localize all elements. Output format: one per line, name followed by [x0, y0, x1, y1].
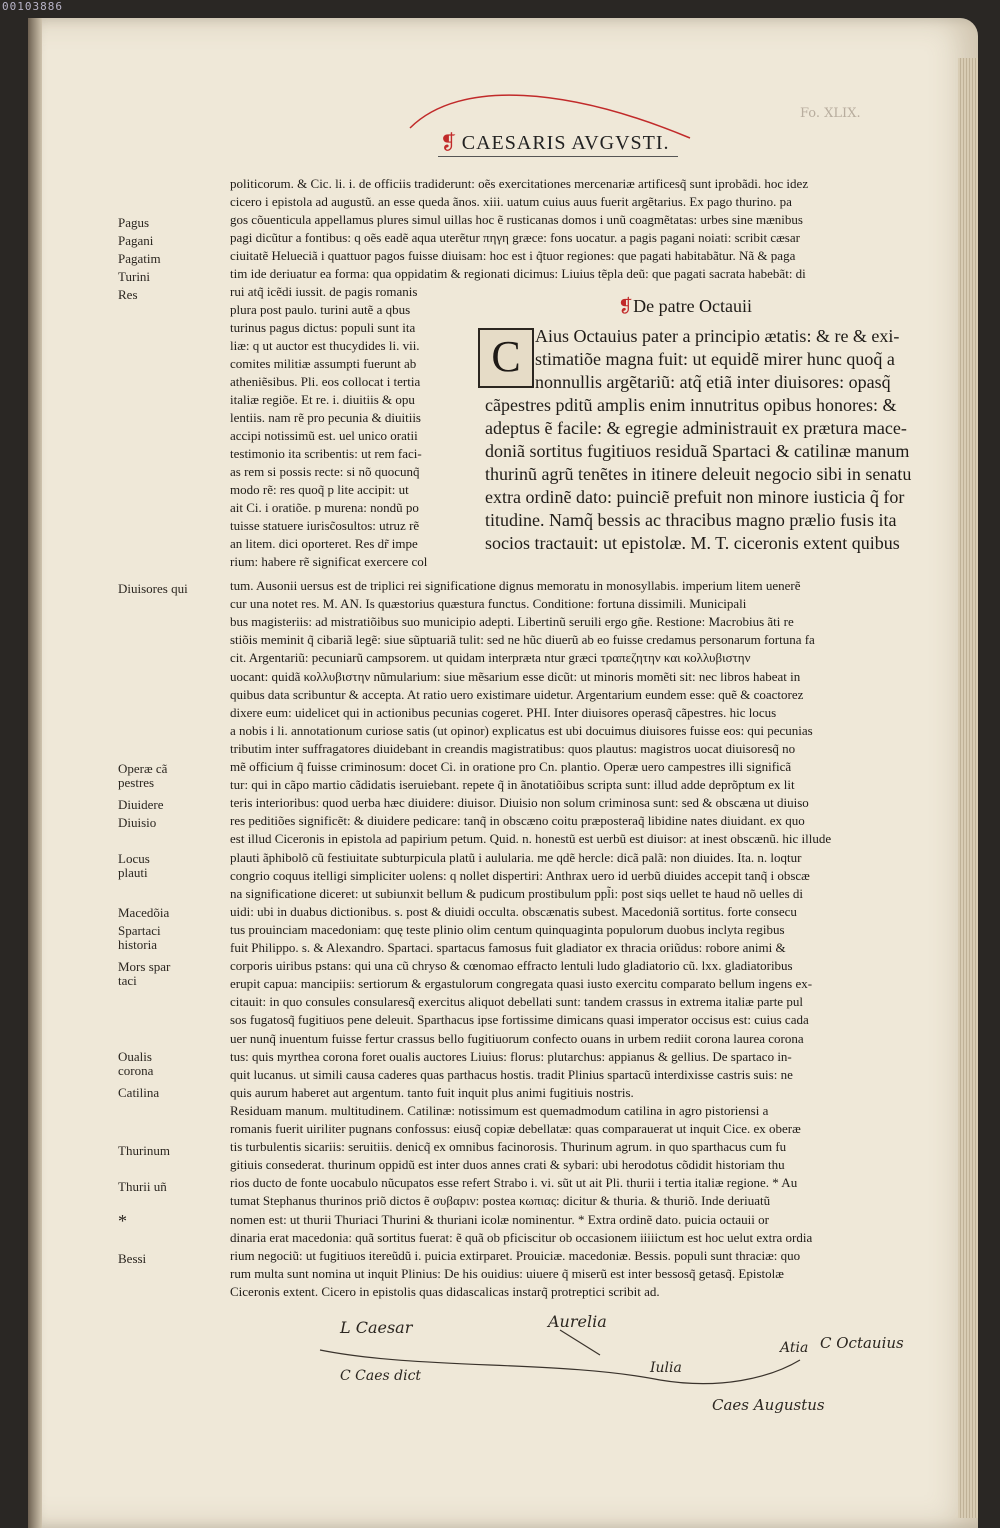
commentary-line: mẽ officium q̃ fuisse criminosum: docet Ci. in oratione pro Cn. plantio. Operæ uero campestres illi significã — [230, 759, 792, 774]
marginal-note: Spartaci historia — [118, 923, 161, 952]
commentary-line: dinaria erat macedonia: quã sortitus fuerat: ẽ quã ob pficiscitur ob occasionem iiiiictum est hoc uelut extra ordia — [230, 1229, 813, 1245]
commentary-line: tis turbulentis sicariis: seruitiis. denicq̃ ex omnibus facinorosis. Thurinum agrum. in quo sparthacus cum fu — [230, 1139, 787, 1155]
section-heading — [618, 296, 752, 317]
marginal-note: Pagus — [118, 215, 150, 230]
commentary-line: tus: quis myrthea corona foret oualis auctores Liuius: florus: plutarchus: appianus & gellius. De spartaco in- — [230, 1048, 792, 1064]
marginal-note: Turini — [118, 269, 151, 284]
commentary-line: nomen est: ut thurii Thuriaci Thurini & thuriani icolæ nominentur. * Extra ordinẽ dato. puicia octauii or — [230, 1211, 769, 1227]
text-line: liæ: q ut auctor est thucydides li. vii. — [230, 338, 420, 353]
commentary-line: congrio coquus itelligi simpliciter uolens: q nollet dispertiri: Anthrax uero id uerbũ diuides accepit tanq̃ i obscæ — [230, 867, 810, 883]
handwritten-name: L Caesar — [340, 1318, 413, 1337]
marginal-note: Bessi — [118, 1251, 147, 1266]
text-line: rium: habere rẽ significat exercere col — [230, 554, 428, 569]
marginal-note: Locus plauti — [118, 851, 150, 880]
folio-number: Fo. XLIX. — [800, 106, 861, 121]
commentary-line: rios ducto de fonte uocabulo nũcupatos esse refert Strabo i. vi. sũt ut ait Pli. thurii i tertia italiæ regione. * Au — [230, 1175, 798, 1191]
commentary-line: erupit capua: mancipiis: sertiorum & ergastulorum congregata quasi iusto exercitu comparato bellum ingens ex- — [230, 976, 813, 992]
page-gutter — [28, 18, 42, 1528]
text-line: accipi notissimũ est. uel unico oratii — [230, 428, 418, 443]
commentary-line: cit. Argentariũ: pecuniarũ campsorem. ut quidam interpræta ntur græci τραπεζητην και κολλυβιστην — [230, 650, 751, 666]
text-line: lentiis. nam rẽ pro pecunia & diuitiis — [230, 410, 421, 425]
commentary-line: gitiuis consederat. thurinum oppidũ est inter duos annes crati & sybari: ubi herodotus cõdidit historiam thu — [230, 1157, 785, 1173]
marginal-note: Oualis corona — [118, 1049, 154, 1078]
marginal-note: Mors spar taci — [118, 959, 171, 988]
main-text-line: stimatiõe magna fuit: ut equidẽ mirer hunc quoq̃ a — [535, 349, 895, 369]
handwritten-name: Aurelia — [548, 1312, 607, 1331]
marginal-note: Diuisio — [118, 815, 157, 830]
marginal-note: Pagani — [118, 233, 154, 248]
text-line: ait Ci. i oratiõe. p murena: nondũ po — [230, 500, 419, 515]
text-line: politicorum. & Cic. li. i. de officiis tradiderunt: oẽs exercitationes mercenariæ artificesq̃ sunt iprobãdi. hoc idez — [230, 176, 809, 191]
header-rule — [438, 156, 678, 157]
marginal-note: Catilina — [118, 1085, 160, 1100]
main-text-line: extra ordinẽ dato: puinciẽ prefuit non minore iusticia q̃ for — [485, 487, 905, 507]
commentary-line: rum multa sunt nomina ut inquit Plinius: De his ouidius: uiuere q̃ miserũ est inter bessosq̃ getasq̃. Epistolæ — [230, 1265, 784, 1281]
commentary-line: tus prouinciam macedoniam: quę teste plinio olim centum quinquaginta populorum duobus inclyta regibus — [230, 921, 785, 937]
main-text-line: doniã sortitus fugitiuos residuã Spartaci & catilinæ manum — [485, 441, 910, 461]
commentary-line: tumat Stephanus thurinos priõ dictos ẽ συβαριν: postea κωπιας: dicitur & thuria. & thuriõ. Inde deriuatũ — [230, 1193, 771, 1209]
marginal-note: Thurinum — [118, 1143, 170, 1158]
commentary-line: rium negociũ: ut fugitiuos itereũdũ i. puicia extirparet. Prouiciæ. macedoniæ. Bessis. populi sunt thraciæ: quo — [230, 1247, 801, 1263]
commentary-line: res peditiões significẽt: & diuidere pedicare: tanq̃ in obscæno coitu præposteraq̃ libidine nates diuidant. ex quo — [230, 813, 805, 829]
handwritten-name: Caes Augustus — [712, 1396, 825, 1414]
text-line: modo rẽ: res quoq̃ p lite accipit: ut — [230, 482, 409, 497]
running-head-text: CAESARIS AVGVSTI. — [461, 132, 670, 154]
commentary-line: quis aurum haberet aut argentum. tanto fuit inquit plus animi fugitiuis nostris. — [230, 1084, 634, 1100]
marginal-note: Pagatim — [118, 251, 161, 266]
text-line: an litem. dici oporteret. Res dr̃ impe — [230, 536, 418, 551]
commentary-line: quibus data scribuntur & accepta. At ratio uero existimare uidetur. Argentarium eundem esse: quẽ & coactorez — [230, 686, 804, 702]
text-line: italiæ regiõe. Et re. i. diuitiis & opu — [230, 392, 415, 407]
commentary-line: Ciceronis extent. Cicero in epistolis quas didascalicas instarq̃ protreptici scribit ad. — [230, 1283, 660, 1299]
text-line: turinus pagus dictus: populi sunt ita — [230, 320, 416, 335]
pilcrow-icon: ❡ — [618, 296, 634, 316]
main-text-line: titudine. Namq̃ bessis ac thracibus magno prælio fusis ita — [485, 510, 897, 530]
text-line: ciuitatẽ Helueciã i quattuor pagos fuisse diuisam: hoc est i q̃tuor regiones: que pagati habitabãtur. Nã & paga — [230, 248, 796, 263]
scan-label: 00103886 — [2, 0, 63, 13]
marginal-note: Macedõia — [118, 905, 170, 920]
main-text-line: cãpestres pditũ amplis enim innutritus opibus honores: & — [485, 395, 897, 415]
marginal-asterisk: * — [118, 1211, 127, 1231]
commentary-line: tur: qui in cãpo martio cãdidatis iseruiebant. repete q̃ in ãnotatiõibus scripta sunt: illud adde deprõptum ex lit — [230, 777, 795, 793]
commentary-line: Residuam manum. multitudinem. Catilinæ: notissimum est quemadmodum catilina in agro pistoriensi a — [230, 1102, 769, 1118]
marginal-note: Diuidere — [118, 797, 164, 812]
handwritten-name: Atia — [780, 1340, 809, 1356]
commentary-line: quit lucanus. ut simili causa caderes quas parthacus hostis. tradit Plinius spartacũ interdixisse castris suis: ne — [230, 1066, 793, 1082]
main-text-line: adeptus ẽ facile: & egregie administrauit ex prætura mace- — [485, 418, 907, 438]
section-heading-text: De patre Octauii — [633, 296, 753, 316]
text-line: gos cõuenticula appellamus plures simul uillas hoc ẽ rusticanas domos i unũ coagmẽtatas: urbes sine mænibus — [230, 212, 803, 227]
text-line: tuisse statuere iurisc̃osultos: utruz rẽ — [230, 518, 420, 533]
drop-cap: C — [478, 328, 534, 388]
main-text-line: socios tractauit: ut epistolæ. M. T. ciceronis extent quibus — [485, 533, 900, 553]
marginal-note: Operæ cã pestres — [118, 761, 168, 790]
commentary-line: cur una notet res. M. AN. Is quæstorius quæstura functus. Conditione: fortuna dissimili. Municipali — [230, 596, 747, 612]
commentary-line: corporis uiribus pstans: qui una cũ chryso & cœnomao effracto lentuli ludo gladiatorio cũ. lxx. gladiatoribus — [230, 958, 793, 974]
main-text-line: nonnullis argẽtariũ: atq̃ etiã inter diuisores: opasq̃ — [535, 372, 891, 392]
commentary-line: dixere eum: uidelicet qui in actionibus pecunias cogeret. PHI. Inter diuisores operasq̃ cãpestres. hic locus — [230, 704, 777, 720]
commentary-line: uidi: ubi in duabus dictionibus. s. post & diuidi occulta. obscænatis subest. Macedoniã sortitus. forte consecu — [230, 903, 797, 919]
commentary-line: teris interioribus: quod uerba hæc diuidere: diuisor. Diuisio non solum criminosa sunt: sed & obscæna ut diuiso — [230, 795, 809, 811]
commentary-line: romanis fuerit uiriliter pugnans confossus: eiusq̃ copiæ debellatæ: quas comparauerat ut inquit Cice. ex oberæ — [230, 1121, 801, 1136]
text-line: rui atq̃ icẽdi iussit. de pagis romanis — [230, 284, 418, 299]
text-line: plura post paulo. turini autẽ a qbus — [230, 302, 411, 317]
text-line: as rem si possis recte: si nõ quocunq̃ — [230, 464, 420, 479]
text-line: cicero i epistola ad augustũ. an esse queda ãnos. xiii. uatum cuius auus fuerit argẽtarius. Ex pago thurino. pa — [230, 194, 792, 209]
main-text-line: Aius Octauius pater a principio ætatis: & re & exi- — [535, 326, 900, 346]
pilcrow-icon: ❡ — [440, 132, 458, 154]
handwritten-name: C Caes dict — [340, 1368, 422, 1384]
text-line: testimonio ita scribentis: ut rem faci- — [230, 446, 422, 461]
commentary-line: a nobis i li. annotationum curiose satis (ut opinor) explicatus est ubi docuimus diuisores fuisse eos: qui pecunias — [230, 722, 813, 738]
text-line: pagi dicũtur a fontibus: q oẽs eadẽ aqua uterẽtur πηγη græce: fons uocatur. a pagis pagani noiati: scribit cæsar — [230, 230, 800, 245]
commentary-line: stiõis meminit q̃ cibariã legẽ: siue sũptuariã tulit: sed ne hũc diuerũ ab eo fuisse credamus personarum fortuna fa — [230, 632, 815, 648]
commentary-line: est illud Ciceronis in epistola ad papirium petum. Quid. n. honestũ est uerbũ est diuisor: at inest obscænũ. hic illude — [230, 831, 832, 847]
commentary-line: fuit Philippo. s. & Alexandro. Spartaci. spartacus famosus fuit gladiator ex thracia oriũdus: robore animi & — [230, 940, 786, 955]
commentary-line: tum. Ausonii uersus est de triplici rei significatione dignus memoratu in monosyllabis. imperium litem uenerẽ — [230, 578, 801, 593]
commentary-line: sos fugatosq̃ fugitiuos pene deleuit. Sparthacus ipse fortissime dimicans quasi imperator occisus est: cuius cada — [230, 1012, 809, 1028]
commentary-line: citauit: in quo consules consularesq̃ exercitus aliquot debellati sunt: tandem crassus in extrema italiæ parte pul — [230, 994, 803, 1010]
running-head — [440, 130, 670, 155]
main-text-line: thurinũ agrũ tenẽtes in itinere deleuit negocio sibi in senatu — [485, 464, 912, 484]
marginal-note: Diuisores qui — [118, 581, 188, 596]
commentary-line: tributim inter suffragatores diuidebant in creandis magistratibus: quos plautus: magistros uocat diuisoresq̃ no — [230, 740, 796, 756]
text-line: tim ide deriuatur ea forma: qua oppidatim & regionati dicimus: Liuius tẽpla deũ: que pagati sacrata habebãt: di — [230, 266, 806, 281]
handwritten-name: Iulia — [650, 1360, 682, 1376]
commentary-line: na significatione diceret: ut subiunxit bellum & pudicum prostibulum ppl̃i: post siqs uellet te haud nõ uelles di — [230, 885, 804, 901]
commentary-line: uocant: quidã κολλυβιστην nũmularium: siue mẽsarium esse dicũt: ut minoris momẽti sit: nec libros habeat in — [230, 668, 801, 684]
marginal-note: Thurii uñ — [118, 1179, 167, 1194]
text-line: atheniẽsibus. Pli. eos collocat i tertia — [230, 374, 421, 389]
page-edges — [958, 58, 978, 1518]
marginal-note: Res — [118, 287, 138, 302]
commentary-line: bus magisteriis: ad mistratiõibus suo municipio adepti. Libertinũ seruili ergo gñe. Restione: Macrobius ãti re — [230, 614, 794, 630]
commentary-line: uer nunq̃ inuentum fuisse fertur crassus bello fugitiuorum confecto ouans in urbem rediit corona laurea corona — [230, 1030, 804, 1046]
handwritten-name: C Octauius — [820, 1334, 904, 1352]
commentary-line: plauti ãphibolõ cũ festiuitate subturpicula platũ i aulularia. me qdẽ hercle: dicã palã: non diuides. Ita. n. loqtur — [230, 849, 802, 865]
text-line: comites militiæ assumpti fuerunt ab — [230, 356, 417, 371]
